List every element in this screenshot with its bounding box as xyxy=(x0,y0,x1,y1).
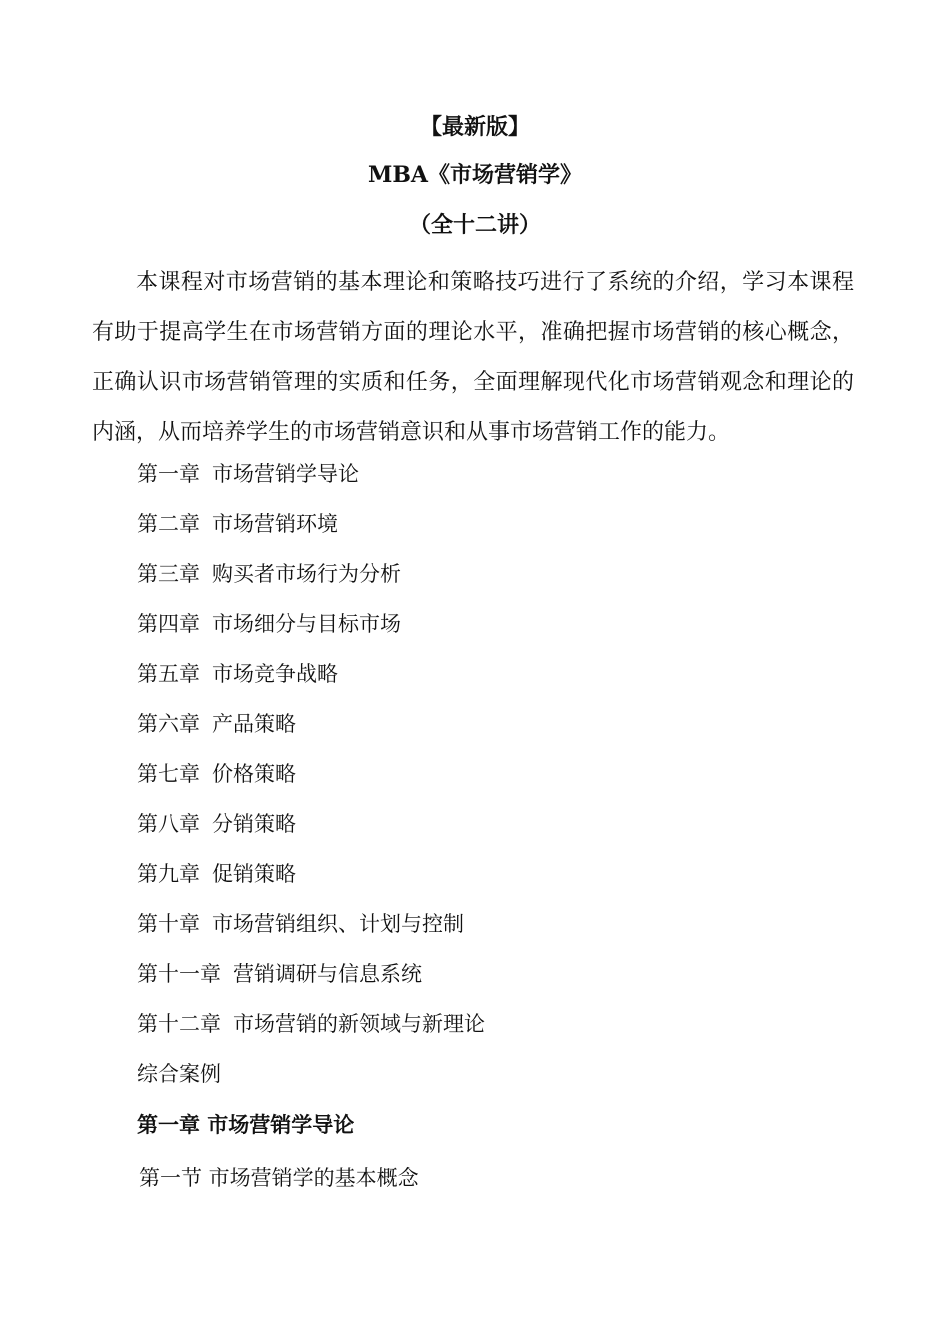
intro-line: 内涵，从而培养学生的市场营销意识和从事市场营销工作的能力。 xyxy=(92,420,731,445)
toc-chapter-title: 产品策略 xyxy=(212,712,296,736)
toc-chapter-title: 市场营销学导论 xyxy=(212,462,359,486)
toc-chapter-title: 市场营销的新领域与新理论 xyxy=(233,1012,485,1036)
toc-item xyxy=(137,857,485,907)
toc-chapter-number: 第十章 xyxy=(137,912,200,936)
toc-item xyxy=(137,557,485,607)
toc-item xyxy=(137,1007,485,1057)
table-of-contents xyxy=(137,457,485,1107)
toc-chapter-number: 第六章 xyxy=(137,712,200,736)
toc-case-studies: 综合案例 xyxy=(137,1062,221,1086)
toc-chapter-number: 第七章 xyxy=(137,762,200,786)
toc-chapter-title: 营销调研与信息系统 xyxy=(233,962,422,986)
toc-chapter-title: 市场营销组织、计划与控制 xyxy=(212,912,464,936)
toc-chapter-number: 第八章 xyxy=(137,812,200,836)
toc-chapter-title: 市场营销环境 xyxy=(212,512,338,536)
toc-chapter-number: 第五章 xyxy=(137,662,200,686)
toc-item xyxy=(137,707,485,757)
toc-chapter-title: 价格策略 xyxy=(212,762,296,786)
intro-paragraph xyxy=(92,258,854,458)
toc-chapter-title: 购买者市场行为分析 xyxy=(212,562,401,586)
toc-chapter-title: 市场竞争战略 xyxy=(212,662,338,686)
toc-chapter-number: 第四章 xyxy=(137,612,200,636)
toc-chapter-title: 促销策略 xyxy=(212,862,296,886)
toc-chapter-number: 第九章 xyxy=(137,862,200,886)
toc-item xyxy=(137,607,485,657)
lecture-count: （全十二讲） xyxy=(408,212,541,238)
chapter-heading: 第一章 市场营销学导论 xyxy=(137,1112,355,1137)
toc-chapter-number: 第三章 xyxy=(137,562,200,586)
toc-chapter-number: 第二章 xyxy=(137,512,200,536)
edition-label: 【最新版】 xyxy=(419,114,530,140)
toc-chapter-number: 第十一章 xyxy=(137,962,221,986)
toc-item xyxy=(137,1057,485,1107)
toc-item xyxy=(137,957,485,1007)
intro-line: 本课程对市场营销的基本理论和策略技巧进行了系统的介绍，学习本课程 xyxy=(136,270,854,295)
section-heading: 第一节 市场营销学的基本概念 xyxy=(139,1166,419,1190)
toc-item xyxy=(137,907,485,957)
toc-chapter-number: 第十二章 xyxy=(137,1012,221,1036)
course-title: MBA《市场营销学》 xyxy=(367,162,583,188)
toc-item xyxy=(137,807,485,857)
toc-item xyxy=(137,507,485,557)
toc-chapter-title: 市场细分与目标市场 xyxy=(212,612,401,636)
toc-chapter-number: 第一章 xyxy=(137,462,200,486)
toc-item xyxy=(137,757,485,807)
intro-line: 正确认识市场营销管理的实质和任务，全面理解现代化市场营销观念和理论的 xyxy=(92,370,854,395)
toc-item xyxy=(137,657,485,707)
intro-line: 有助于提高学生在市场营销方面的理论水平，准确把握市场营销的核心概念， xyxy=(92,320,854,345)
toc-item xyxy=(137,457,485,507)
toc-chapter-title: 分销策略 xyxy=(212,812,296,836)
